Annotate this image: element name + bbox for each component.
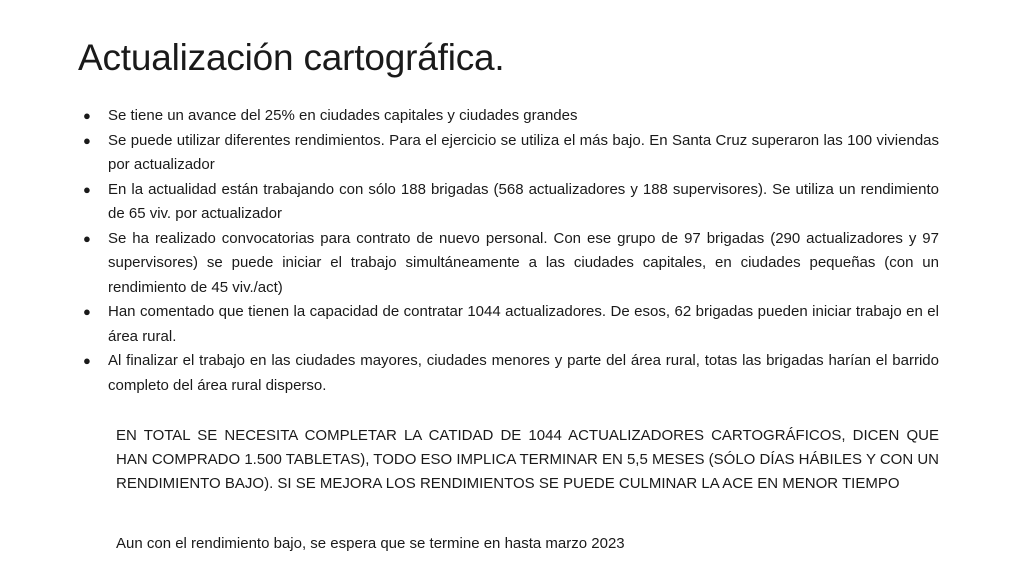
bullet-text: Al finalizar el trabajo en las ciudades mayores, ciudades menores y parte del área rural, totas las brigadas harían el barrido completo del área rural disperso. [108, 352, 939, 394]
bullet-text: En la actualidad están trabajando con sólo 188 brigadas (568 actualizadores y 188 supervisores). Se utiliza un rendimiento de 65 viv. por actualizador [108, 180, 939, 222]
bullet-item [82, 300, 939, 349]
bullet-text: Han comentado que tienen la capacidad de contratar 1044 actualizadores. De esos, 62 brigadas pueden iniciar trabajo en el área rural. [108, 303, 939, 345]
closing-note: Aun con el rendimiento bajo, se espera que se termine en hasta marzo 2023 [116, 535, 625, 552]
bullet-dot-icon: ● [83, 230, 91, 246]
bullet-dot-icon: ● [83, 181, 91, 197]
bullet-item [82, 129, 939, 178]
slide-title: Actualización cartográfica. [78, 37, 505, 78]
bullet-list [82, 104, 939, 398]
bullet-text: Se tiene un avance del 25% en ciudades capitales y ciudades grandes [108, 107, 578, 124]
summary-note: EN TOTAL SE NECESITA COMPLETAR LA CATIDAD DE 1044 ACTUALIZADORES CARTOGRÁFICOS, DICEN QUE HAN COMPRADO 1.500 TABLETAS), TODO ESO IMPLICA TERMINAR EN 5,5 MESES (SÓLO DÍAS HÁBILES Y CON UN RENDIMIENTO BAJO). SI SE MEJORA LOS RENDIMIENTOS SE PUEDE CULMINAR LA ACE EN MENOR TIEMPO [116, 427, 940, 492]
bullet-text: Se puede utilizar diferentes rendimientos. Para el ejercicio se utiliza el más bajo. En Santa Cruz superaron las 100 viviendas por actualizador [108, 131, 939, 173]
bullet-item [82, 349, 939, 398]
bullet-dot-icon: ● [83, 304, 91, 319]
bullet-item [82, 178, 939, 227]
bullet-text: Se ha realizado convocatorias para contrato de nuevo personal. Con ese grupo de 97 brigadas (290 actualizadores y 97 supervisores) se puede iniciar el trabajo simultáneamente a las ciudades capitales, en ciudades pequeñas (con un rendimiento de 45 viv./act) [108, 229, 939, 296]
bullet-dot-icon: ● [83, 132, 91, 148]
bullet-dot-icon: ● [83, 353, 91, 368]
bullet-item [82, 227, 939, 301]
bullet-item [82, 104, 939, 129]
bullet-dot-icon: ● [83, 108, 91, 123]
